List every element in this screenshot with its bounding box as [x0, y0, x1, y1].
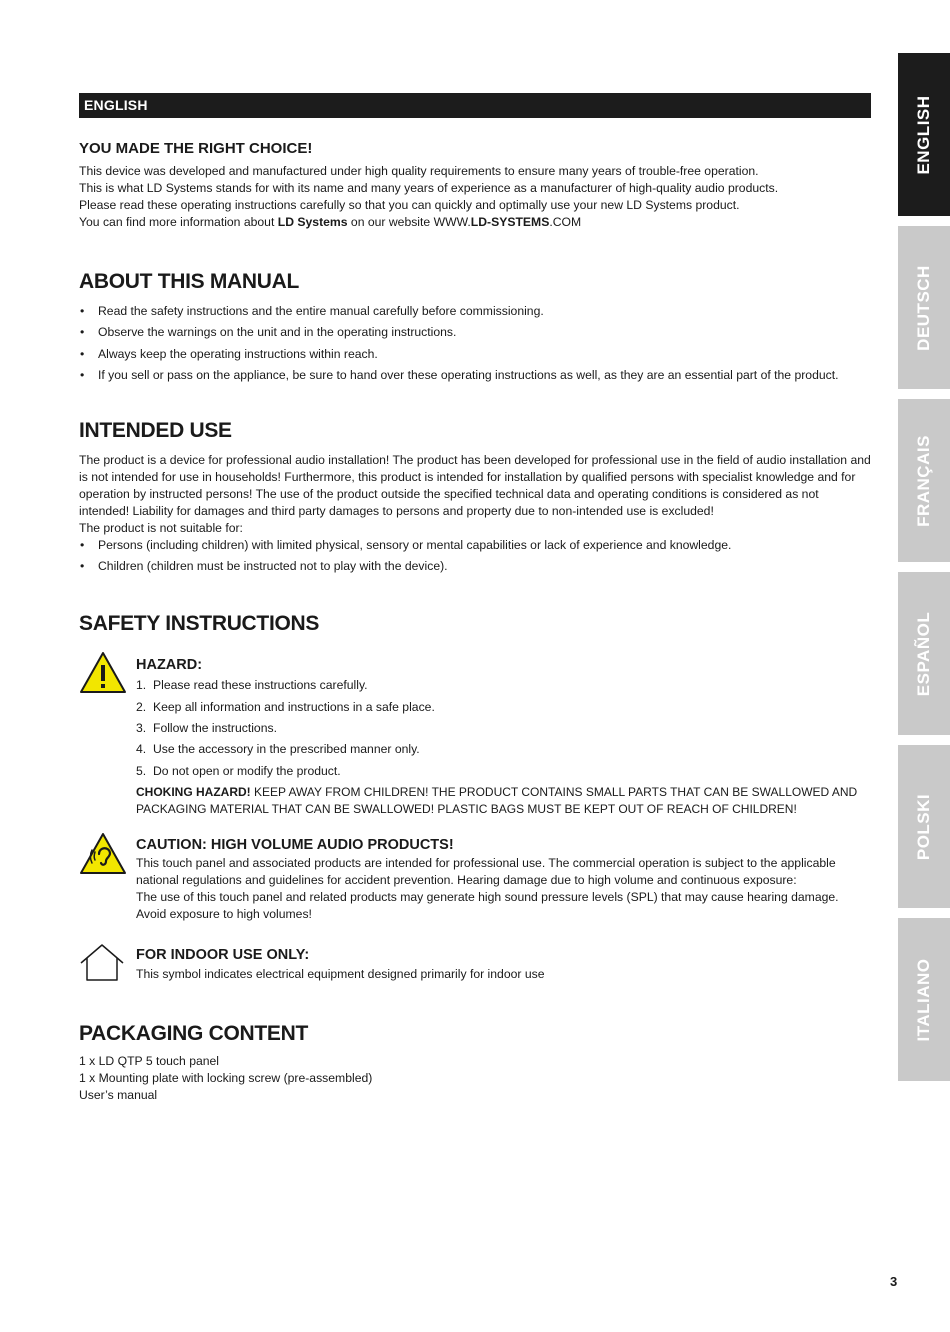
- intro-line: This device was developed and manufactured under high quality requirements to ensure many years of trouble-free operation.: [79, 164, 759, 178]
- hazard-title: HAZARD:: [136, 657, 203, 674]
- packaging-line: 1 x LD QTP 5 touch panel: [79, 1054, 220, 1069]
- language-tabs: [898, 53, 950, 1091]
- list-item: • Always keep the operating instructions within reach.: [79, 346, 871, 363]
- choking-label: CHOKING HAZARD!: [136, 785, 251, 800]
- hearing-warning-icon: [79, 832, 127, 876]
- packaging-line: User’s manual: [79, 1088, 158, 1103]
- website-suffix: .COM: [549, 215, 582, 229]
- safety-title: SAFETY INSTRUCTIONS: [79, 612, 320, 636]
- caution-title: CAUTION: HIGH VOLUME AUDIO PRODUCTS!: [136, 837, 454, 854]
- intro-line: Please read these operating instructions carefully so that you can quickly and optimally use your new LD Systems product.: [79, 198, 740, 212]
- step-text: Follow the instructions.: [153, 720, 277, 735]
- packaging-line: 1 x Mounting plate with locking screw (pre-assembled): [79, 1071, 373, 1086]
- list-item: [136, 763, 871, 780]
- caution-text: The use of this touch panel and related products may generate high sound pressure levels (SPL) that may cause hearing damage. Avoid exposure to high volumes!: [136, 890, 839, 922]
- tab-label: FRANÇAIS: [914, 434, 933, 527]
- step-number: 4.: [136, 742, 147, 757]
- tab-deutsch[interactable]: [898, 226, 950, 389]
- list-item: [136, 741, 871, 758]
- intended-paragraph: The product is a device for professional audio installation! The product has been developed for professional use in the field of audio installation and is not intended for use in households! Furthermore, this product is intended for installation by qualified persons with specialist knowledge and for operation by instructed persons! The use of the product outside the specified technical data and operating conditions is considered as not intended! Liability for damages and third party damages to persons and property due to non-intended use is excluded!: [79, 453, 871, 519]
- tab-label: DEUTSCH: [914, 264, 933, 351]
- brand-name: LD Systems: [277, 215, 348, 229]
- step-number: 2.: [136, 699, 147, 714]
- not-suitable-label: The product is not suitable for:: [79, 521, 243, 536]
- indoor-block: [79, 946, 871, 983]
- about-list: [79, 303, 871, 384]
- list-item: [136, 699, 871, 716]
- tab-label: ITALIANO: [914, 957, 933, 1042]
- caution-text: This touch panel and associated products are intended for professional use. The commercial operation is subject to the applicable national regulations and guidelines for accident prevention. Hearing damage due to high volume and continuous exposure:: [136, 856, 836, 888]
- indoor-text: This symbol indicates electrical equipment designed primarily for indoor use: [136, 967, 545, 982]
- step-number: 5.: [136, 763, 147, 778]
- tab-label: ESPAÑOL: [914, 611, 933, 696]
- indoor-title: FOR INDOOR USE ONLY:: [136, 947, 310, 964]
- step-number: 3.: [136, 720, 147, 735]
- list-item: • Observe the warnings on the unit and in the operating instructions.: [79, 324, 871, 341]
- list-item: • If you sell or pass on the appliance, be sure to hand over these operating instructions as well, as they are an essential part of the product.: [79, 367, 871, 384]
- step-text: Please read these instructions carefully.: [153, 678, 368, 693]
- caution-block: [79, 836, 871, 923]
- hazard-steps: [136, 677, 871, 780]
- not-suitable-list: [79, 537, 871, 575]
- tab-polski[interactable]: [898, 745, 950, 908]
- house-icon: [79, 943, 125, 983]
- list-item: [136, 720, 871, 737]
- list-item: • Children (children must be instructed not to play with the device).: [79, 558, 871, 575]
- about-title: ABOUT THIS MANUAL: [79, 270, 300, 293]
- tab-english[interactable]: [898, 53, 950, 216]
- tab-italiano[interactable]: [898, 918, 950, 1081]
- step-number: 1.: [136, 678, 147, 693]
- packaging-title: PACKAGING CONTENT: [79, 1022, 309, 1046]
- hazard-block: [79, 656, 871, 818]
- list-item: • Read the safety instructions and the entire manual carefully before commissioning.: [79, 303, 871, 320]
- website-prefix: You can find more information about: [79, 215, 278, 229]
- intro-line: This is what LD Systems stands for with its name and many years of experience as a manufacturer of high-quality audio products.: [79, 181, 779, 195]
- website-middle: on our website WWW.: [347, 215, 471, 229]
- page-number: 3: [890, 1274, 898, 1289]
- intended-title: INTENDED USE: [79, 419, 232, 443]
- tab-label: POLSKI: [914, 793, 933, 860]
- language-bar: ENGLISH: [79, 93, 871, 118]
- tab-francais[interactable]: [898, 399, 950, 562]
- website-line: [79, 214, 871, 231]
- step-text: Do not open or modify the product.: [153, 763, 341, 778]
- list-item: [136, 677, 871, 694]
- packaging-list: [79, 1053, 871, 1104]
- step-text: Use the accessory in the prescribed manner only.: [153, 742, 420, 757]
- choking-hazard: [136, 784, 871, 818]
- website-domain: LD-SYSTEMS: [470, 215, 550, 229]
- tab-espanol[interactable]: [898, 572, 950, 735]
- intro-text: [79, 163, 871, 231]
- step-text: Keep all information and instructions in a safe place.: [153, 699, 435, 714]
- choking-text: KEEP AWAY FROM CHILDREN! THE PRODUCT CONTAINS SMALL PARTS THAT CAN BE SWALLOWED AND PACKAGING MATERIAL THAT CAN BE SWALLOWED! PLASTIC BAGS MUST BE KEPT OUT OF REACH OF CHILDREN!: [136, 785, 858, 817]
- list-item: • Persons (including children) with limited physical, sensory or mental capabilities or lack of experience and knowledge.: [79, 537, 871, 554]
- intro-title: YOU MADE THE RIGHT CHOICE!: [79, 140, 313, 157]
- main-content: [79, 93, 871, 1104]
- warning-triangle-icon: [79, 651, 127, 695]
- tab-label: ENGLISH: [914, 94, 933, 175]
